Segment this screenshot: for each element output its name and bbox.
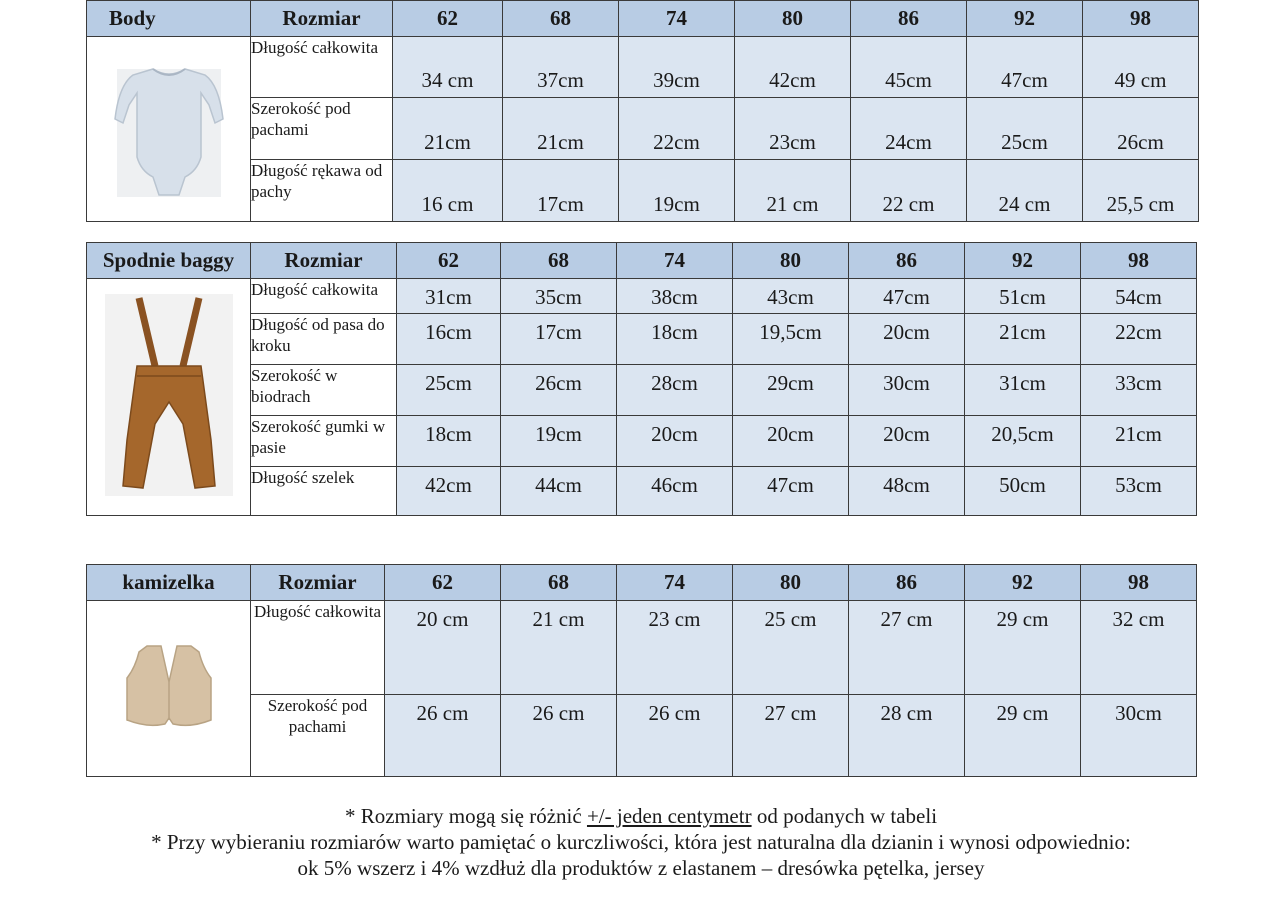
product-photo-cell bbox=[87, 279, 251, 516]
measure-value: 50cm bbox=[965, 467, 1081, 516]
size-header: 80 bbox=[735, 1, 851, 37]
measure-value: 29 cm bbox=[965, 695, 1081, 777]
measure-value: 25,5 cm bbox=[1083, 160, 1199, 222]
measure-value: 47cm bbox=[967, 37, 1083, 98]
measure-value: 29 cm bbox=[965, 601, 1081, 695]
measure-label: Szerokość gumki w pasie bbox=[251, 416, 397, 467]
size-header: 68 bbox=[501, 243, 617, 279]
measure-value: 20cm bbox=[733, 416, 849, 467]
footnote-text: * Rozmiary mogą się różnić bbox=[344, 804, 587, 828]
measure-value: 17cm bbox=[501, 314, 617, 365]
measure-value: 35cm bbox=[501, 279, 617, 314]
measure-value: 38cm bbox=[617, 279, 733, 314]
size-header: 62 bbox=[385, 565, 501, 601]
measure-value: 18cm bbox=[617, 314, 733, 365]
measure-value: 20 cm bbox=[385, 601, 501, 695]
measure-value: 27 cm bbox=[849, 601, 965, 695]
size-header: 80 bbox=[733, 565, 849, 601]
measure-value: 47cm bbox=[733, 467, 849, 516]
pants-size-table bbox=[86, 242, 1197, 516]
measure-value: 31cm bbox=[965, 365, 1081, 416]
size-header: 92 bbox=[967, 1, 1083, 37]
measure-value: 21cm bbox=[1081, 416, 1197, 467]
product-photo-cell bbox=[87, 601, 251, 777]
measure-label: Długość całkowita bbox=[251, 37, 393, 98]
measure-value: 22cm bbox=[1081, 314, 1197, 365]
table-row bbox=[87, 467, 1197, 516]
measure-value: 37cm bbox=[503, 37, 619, 98]
size-header: 98 bbox=[1081, 243, 1197, 279]
measure-value: 30cm bbox=[849, 365, 965, 416]
footnote-3: ok 5% wszerz i 4% wzdłuż dla produktów z elastanem – dresówka pętelka, jersey bbox=[297, 856, 985, 880]
measure-label: Długość całkowita bbox=[251, 279, 397, 314]
measure-value: 32 cm bbox=[1081, 601, 1197, 695]
measure-value: 30cm bbox=[1081, 695, 1197, 777]
beige-vest-icon bbox=[121, 638, 217, 734]
measure-value: 19cm bbox=[619, 160, 735, 222]
measure-label: Długość od pasa do kroku bbox=[251, 314, 397, 365]
product-photo-cell bbox=[87, 37, 251, 222]
measure-value: 20cm bbox=[849, 314, 965, 365]
measure-value: 19,5cm bbox=[733, 314, 849, 365]
measure-value: 26cm bbox=[1083, 98, 1199, 160]
table-row bbox=[87, 416, 1197, 467]
table-row bbox=[87, 98, 1199, 160]
measure-label: Szerokość w biodrach bbox=[251, 365, 397, 416]
brown-baggy-pants-icon bbox=[99, 290, 239, 500]
measure-value: 21 cm bbox=[735, 160, 851, 222]
table-row bbox=[87, 365, 1197, 416]
measure-value: 26 cm bbox=[501, 695, 617, 777]
measure-value: 20,5cm bbox=[965, 416, 1081, 467]
measure-value: 19cm bbox=[501, 416, 617, 467]
measure-value: 47cm bbox=[849, 279, 965, 314]
header-row bbox=[87, 565, 1197, 601]
measure-value: 21cm bbox=[393, 98, 503, 160]
table-row bbox=[87, 695, 1197, 777]
measure-value: 17cm bbox=[503, 160, 619, 222]
size-header: 62 bbox=[393, 1, 503, 37]
measure-value: 31cm bbox=[397, 279, 501, 314]
size-header: 68 bbox=[501, 565, 617, 601]
measure-value: 53cm bbox=[1081, 467, 1197, 516]
measure-value: 43cm bbox=[733, 279, 849, 314]
measure-value: 46cm bbox=[617, 467, 733, 516]
measure-value: 21 cm bbox=[501, 601, 617, 695]
size-label: Rozmiar bbox=[251, 243, 397, 279]
size-header: 86 bbox=[849, 565, 965, 601]
size-header: 86 bbox=[849, 243, 965, 279]
size-header: 80 bbox=[733, 243, 849, 279]
measure-value: 22cm bbox=[619, 98, 735, 160]
vest-size-table bbox=[86, 564, 1197, 777]
footnote-1 bbox=[86, 803, 1196, 829]
measure-value: 28cm bbox=[617, 365, 733, 416]
measure-value: 23 cm bbox=[617, 601, 733, 695]
measure-value: 25 cm bbox=[733, 601, 849, 695]
measure-value: 16cm bbox=[397, 314, 501, 365]
measure-value: 20cm bbox=[617, 416, 733, 467]
measure-value: 24cm bbox=[851, 98, 967, 160]
measure-value: 45cm bbox=[851, 37, 967, 98]
white-bodysuit-icon bbox=[109, 49, 229, 204]
measure-label: Długość całkowita bbox=[251, 601, 385, 695]
size-header: 74 bbox=[619, 1, 735, 37]
measure-value: 16 cm bbox=[393, 160, 503, 222]
footnote-text: od podanych w tabeli bbox=[751, 804, 938, 828]
size-label: Rozmiar bbox=[251, 1, 393, 37]
measure-value: 26 cm bbox=[385, 695, 501, 777]
measure-value: 33cm bbox=[1081, 365, 1197, 416]
measure-value: 34 cm bbox=[393, 37, 503, 98]
measure-value: 20cm bbox=[849, 416, 965, 467]
size-header: 98 bbox=[1081, 565, 1197, 601]
measure-value: 26 cm bbox=[617, 695, 733, 777]
size-header: 86 bbox=[851, 1, 967, 37]
measure-value: 54cm bbox=[1081, 279, 1197, 314]
size-header: 62 bbox=[397, 243, 501, 279]
measure-value: 49 cm bbox=[1083, 37, 1199, 98]
measure-label: Długość szelek bbox=[251, 467, 397, 516]
product-title: kamizelka bbox=[87, 565, 251, 601]
measure-label: Szerokość pod pachami bbox=[251, 98, 393, 160]
measure-value: 25cm bbox=[967, 98, 1083, 160]
measure-value: 42cm bbox=[735, 37, 851, 98]
measure-value: 42cm bbox=[397, 467, 501, 516]
measure-value: 51cm bbox=[965, 279, 1081, 314]
table-row bbox=[87, 160, 1199, 222]
measure-value: 39cm bbox=[619, 37, 735, 98]
measure-value: 29cm bbox=[733, 365, 849, 416]
table-row bbox=[87, 601, 1197, 695]
measure-value: 26cm bbox=[501, 365, 617, 416]
product-title: Body bbox=[87, 1, 251, 37]
size-header: 68 bbox=[503, 1, 619, 37]
size-header: 74 bbox=[617, 243, 733, 279]
measure-value: 21cm bbox=[965, 314, 1081, 365]
measure-value: 44cm bbox=[501, 467, 617, 516]
measure-label: Długość rękawa od pachy bbox=[251, 160, 393, 222]
size-label: Rozmiar bbox=[251, 565, 385, 601]
measure-value: 18cm bbox=[397, 416, 501, 467]
table-row bbox=[87, 279, 1197, 314]
measure-value: 48cm bbox=[849, 467, 965, 516]
table-row bbox=[87, 314, 1197, 365]
footnotes bbox=[86, 803, 1196, 881]
header-row bbox=[87, 1, 1199, 37]
product-title: Spodnie baggy bbox=[87, 243, 251, 279]
header-row bbox=[87, 243, 1197, 279]
footnote-underlined: +/- jeden centymetr bbox=[586, 804, 752, 828]
size-header: 92 bbox=[965, 565, 1081, 601]
body-size-table bbox=[86, 0, 1199, 222]
measure-value: 25cm bbox=[397, 365, 501, 416]
measure-label: Szerokość pod pachami bbox=[251, 695, 385, 777]
measure-value: 22 cm bbox=[851, 160, 967, 222]
measure-value: 24 cm bbox=[967, 160, 1083, 222]
footnote-2: * Przy wybieraniu rozmiarów warto pamiętać o kurczliwości, która jest naturalna dla dzianin i wynosi odpowiednio: bbox=[151, 830, 1131, 854]
measure-value: 28 cm bbox=[849, 695, 965, 777]
size-header: 74 bbox=[617, 565, 733, 601]
size-header: 92 bbox=[965, 243, 1081, 279]
table-row bbox=[87, 37, 1199, 98]
measure-value: 27 cm bbox=[733, 695, 849, 777]
measure-value: 23cm bbox=[735, 98, 851, 160]
measure-value: 21cm bbox=[503, 98, 619, 160]
size-header: 98 bbox=[1083, 1, 1199, 37]
